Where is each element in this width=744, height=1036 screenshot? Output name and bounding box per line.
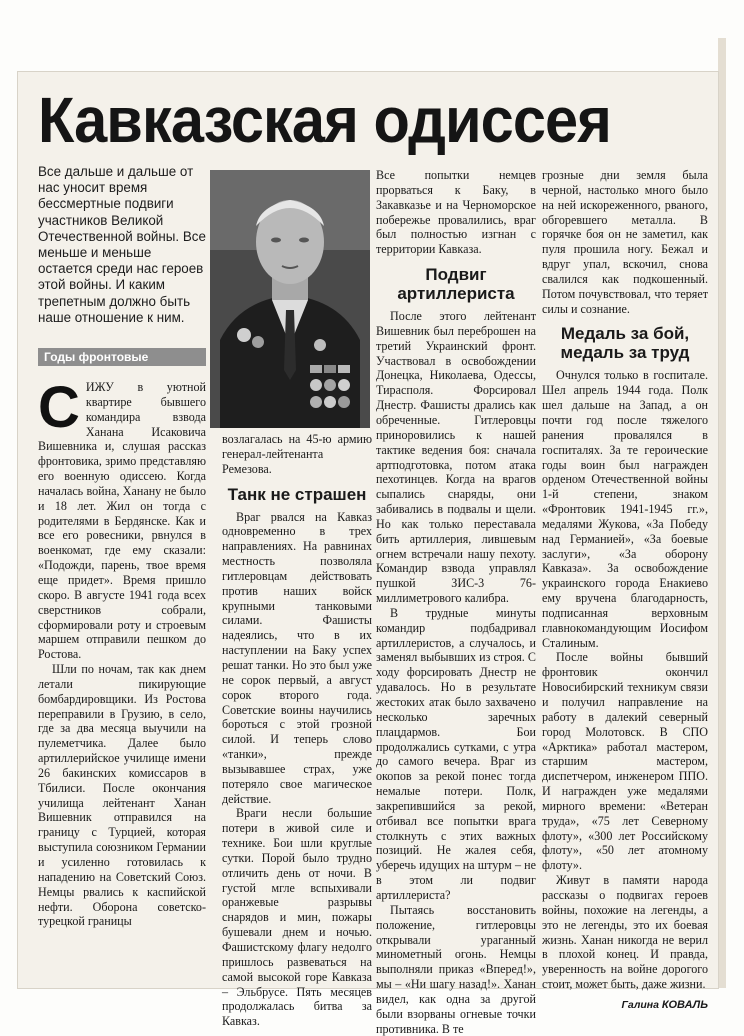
author-last-name: КОВАЛЬ [661, 998, 708, 1011]
subheading-tank: Танк не страшен [227, 484, 367, 504]
paragraph: После войны бывший фронтовик окончил Новосибирский техникум связи и получил направление на работу в далекий северный город Молотовск. В СПО «Арктика» работал мастером, старшим мастером, диспетчером, инженером ППО. И награжден уже медалями мирного времени: «Ветеран труда», «75 лет Северному флоту», «300 лет Российскому флоту», «50 лет атомному флоту». [542, 650, 708, 873]
paragraph: Живут в памяти народа рассказы о подвигах героев войны, похожие на легенды, а это не легенды, это их боевая жизнь. Ханан никогда не верил в плохой конец. И правда, уверенность на войне дорогого стоит, может быть, даже жизни. [542, 873, 708, 992]
paragraph: ИЖУ в уютной квартире бывшего командира взвода Ханана Исаковича Вишевника и, слушая рассказ фронтовика, зримо представляю его военную одиссею. Когда началась война, Ханану не было и 18 лет. Жил он тогда с родителями в Бердянске. Как и все его ровесники, рвнулся в военкомат, где ему сказали: «Подожди, парень, твое время еще придет». Время пришло скоро. В августе 1941 года всех сверстников собрали, сформировали роту и строевым маршем отправили пешком до Ростова. [38, 380, 206, 662]
paragraph: После этого лейтенант Вишевник был переброшен на третий Украинский фронт. Участвовал в освобождении Донецка, Николаева, Одессы, Тирасполя. Форсировал Днестр. Фашисты дрались как обреченные. Гитлеровцы приноровились к нашей тактике ведения боя: сначала артподготовка, потом атака пехотинцев. Когда на врагов сыпались снаряды, они забивались в подвалы и щели. Но как только переставала бить артиллерия, лившевым огнем встречали нашу пехоту. Командир взвода управлял пушкой ЗИС-3 76-миллиметрового калибра. [376, 309, 536, 606]
article-title: Кавказская одиссея [38, 84, 611, 156]
column-1 [38, 375, 206, 929]
paragraph: Очнулся только в госпитале. Шел апрель 1944 года. Полк шел дальше на Запад, а он почти год после тяжелого ранения провалялся в госпиталях. За те героические годы воин был награжден орденом Отечественной войны 1-й степени, знаком «Фронтовик 1941-1945 гг.», медалями Жукова, «За Победу над Германией», «За боевые заслуги», «За оборону Кавказа». За освобождение украинского города Енакиево ему вручена благодарность, подписанная верховным главнокомандующим Иосифом Сталиным. [542, 368, 708, 650]
paragraph: Все попытки немцев прорваться к Баку, в Закавказье и на Черноморское побережье провалились, враг был полностью изгнан с территории Кавказа. [376, 168, 536, 257]
clipping-edge [718, 38, 726, 988]
subheading-medal: Медаль за бой, медаль за труд [560, 324, 690, 363]
author-first-name: Галина [621, 998, 659, 1011]
article-lead: Все дальше и дальше от нас уносит время бессмертные подвиги участников Великой Отечественной войны. Все меньше и меньше остается среди нас героев этой войны. И каким трепетным должно быть наше отношение к ним. [38, 164, 206, 325]
column-2 [222, 432, 372, 1029]
column-4 [542, 168, 708, 1013]
veteran-photo [210, 170, 370, 428]
paragraph: возлагалась на 45-ю армию генерал-лейтенанта Ремезова. [222, 432, 372, 476]
paragraph: Враг рвался на Кавказ одновременно в трех направлениях. На равнинах местность позволяла гитлеровцам действовать против наших войск крупными танковыми силами. Фашисты надеялись, что в их наступлении на Баку успех решат танки. Но это был уже не сорок первый, а август сорок второго года. Советские воины научились бороться с этой грозной силой. И теперь слово «танки», прежде вызывавшее страх, уже потеряло свое магическое действие. [222, 509, 372, 806]
rubric-label: Годы фронтовые [38, 348, 206, 366]
portrait-image [210, 170, 370, 428]
paragraph: В трудные минуты командир подбадривал артиллеристов, а случалось, и заменял выбывших из строя. С ходу форсировать Днестр не удавалось. Но в результате жестоких атак было захвачено несколько заречных плацдармов. Бои продолжались сутками, с утра до самого вечера. Враг из окопов за рекой понес тогда немалые потери. Полк, закрепившийся за рекой, отбивал все попытки врага столкнуть с этих важных позиций. Не жалея себя, уберечь идущих на штурм – не в этом ли подвиг артиллериста? [376, 605, 536, 902]
paragraph: Шли по ночам, так как днем летали пикирующие бомбардировщики. Из Ростова переправили в Грузию, в село, где за два месяца выучили на пулеметчика. Далее было артиллерийское училище имени 26 бакинских комиссаров в Тбилиси. После окончания училища лейтенант Ханан Вишевник отправился на границу с Турцией, которая выступила союзником Германии и усиленно готовилась к нападению на Советский Союз. Немцы рвались к каспийской нефти. Оборона советско-турецкой границы [38, 662, 206, 929]
column-3 [376, 168, 536, 1036]
drop-cap: С [38, 375, 80, 440]
paragraph: Пытаясь восстановить положение, гитлеровцы открывали ураганный минометный огонь. Немцы выполняли приказ «Вперед!», мы – «Ни шагу назад!». Ханан видел, как одна за другой были взорваны огневые точки противника. В те [376, 902, 536, 1036]
paragraph: грозные дни земля была черной, настолько много было на ней искореженного, рваного, обгоревшего металла. В горячке боя он не заметил, как пуля прошила ногу. Бежал и вдруг упал, вскочил, снова свалился как подкошенный. Потом почувствовал, что теряет силы и сознание. [542, 168, 708, 316]
paragraph: Враги несли большие потери в живой силе и технике. Бои шли круглые сутки. Порой было трудно отличить день от ночи. В густой мгле вспыхивали оранжевые разрывы снарядов и мин, пожары бушевали днем и ночью. Фашистскому флагу недолго пришлось развеваться на самой высокой горе Кавказа – Эльбрусе. Пять месяцев продолжалась битва за Кавказ. [222, 806, 372, 1029]
author-signature [542, 998, 708, 1013]
subheading-feat: Подвиг артиллериста [397, 265, 515, 304]
